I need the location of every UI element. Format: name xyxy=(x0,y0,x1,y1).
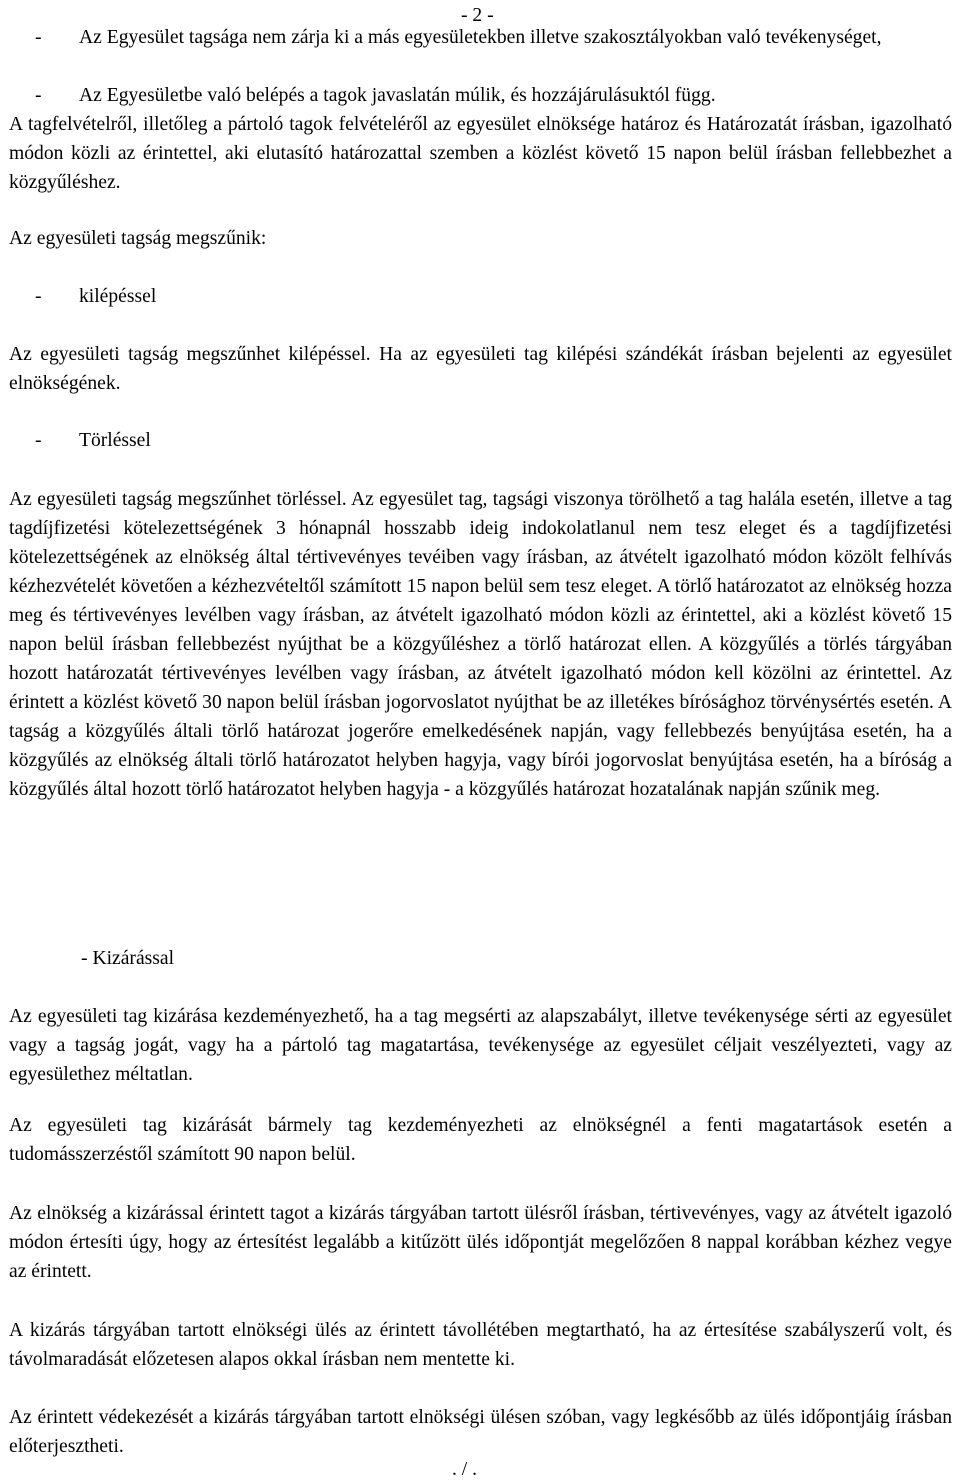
list-item-label: Törléssel xyxy=(79,430,151,451)
list-item-label: Kizárással xyxy=(92,948,175,969)
list-item-text: Az Egyesületbe való belépés a tagok javaslatán múlik, és hozzájárulásuktól függ. xyxy=(79,85,716,106)
paragraph-termination-heading: Az egyesületi tagság megszűnik: xyxy=(9,228,267,249)
intro-list-item-2 xyxy=(35,81,935,110)
list-dash: - xyxy=(35,286,42,307)
paragraph-expulsion-2: Az egyesületi tag kizárását bármely tag kezdeményezheti az elnökségnél a fenti magatartások esetén a tudomásszerzéstől számított 90 napon belül. xyxy=(9,1115,952,1165)
continuation-mark: . / . xyxy=(452,1459,478,1480)
intro-list-item-1 xyxy=(35,23,935,52)
page-number: - 2 - xyxy=(461,5,494,26)
paragraph-expulsion-1: Az egyesületi tag kizárása kezdeményezhető, ha a tag megsérti az alapszabályt, illetve tevékenysége sérti az egyesület vagy a tagság jogát, vagy ha a pártoló tag magatartása, tevékenysége az egyesület céljait veszélyezteti, vagy az egyesülethez méltatlan. xyxy=(9,1006,952,1085)
paragraph-deletion: Az egyesületi tagság megszűnhet törléssel. Az egyesület tag, tagsági viszonya törölhető a tag halála esetén, illetve a tag tagdíjfizetési kötelezettségének 3 hónapnál hosszabb ideig indokolatlanul nem tesz eleget és a tagdíjfizetési kötelezettségének az elnökség által tértivevényes tevéiben vagy írásban, az átvételt igazolható módon közölt felhívás kézhezvételét követően a kézhezvételtől számított 15 napon belül sem tesz eleget. A törlő határozatot az elnökség hozza meg és tértivevényes levélben vagy írásban, az átvételt igazolható módon közli az érintettel, aki a közlést követő 15 napon belül írásban fellebbezést nyújthat be a közgyűléshez a törlő határozat ellen. A közgyűlés a törlés tárgyában hozott határozatát tértivevényes levélben vagy írásban, az átvételt igazolható módon kell közölni az érintettel. Az érintett a közlést követő 30 napon belül írásban jogorvoslatot nyújthat be az illetékes bírósághoz törvénysértés esetén. A tagság a közgyűlés általi törlő határozat jogerőre emelkedésének napján, vagy fellebbezés benyújtása esetén, ha a közgyűlés az elnökség általi törlő határozatot helyben hagyja, vagy bírói jogorvoslat benyújtása esetén, ha a bíróság a közgyűlés által hozott törlő határozatot helyben hagyja - a közgyűlés határozat hozatalának napján szűnik meg. xyxy=(9,489,952,800)
list-item-label: kilépéssel xyxy=(79,286,157,307)
list-dash: - xyxy=(35,430,42,451)
paragraph-expulsion-3: Az elnökség a kizárással érintett tagot a kizárás tárgyában tartott ülésről írásban, tértivevényes, vagy az átvételt igazoló módon értesíti úgy, hogy az értesítést legalább a kitűzött ülés időpontját megelőzően 8 nappal korábban kézhez vegye az érintett. xyxy=(9,1203,952,1282)
paragraph-admission: A tagfelvételről, illetőleg a pártoló tagok felvételéről az egyesület elnöksége határoz és Határozatát írásban, igazolható módon közli az érintettel, aki elutasító határozattal szemben a közlést követő 15 napon belül írásban fellebbezhet a közgyűléshez. xyxy=(9,114,952,193)
list-item-text: Az Egyesület tagsága nem zárja ki a más egyesületekben illetve szakosztályokban való tevékenységet, xyxy=(79,27,882,48)
paragraph-exit: Az egyesületi tagság megszűnhet kilépéssel. Ha az egyesületi tag kilépési szándékát írásban bejelenti az egyesület elnökségének. xyxy=(9,344,952,394)
list-item-expulsion xyxy=(81,944,174,973)
paragraph-expulsion-4: A kizárás tárgyában tartott elnökségi ülés az érintett távollétében megtartható, ha az értesítése szabályszerű volt, és távolmaradását előzetesen alapos okkal írásban nem mentette ki. xyxy=(9,1320,952,1370)
list-dash: - xyxy=(35,27,42,48)
list-dash: - xyxy=(35,85,42,106)
list-item-exit xyxy=(35,282,156,311)
list-item-deletion xyxy=(35,426,151,455)
list-dash: - xyxy=(81,948,88,969)
paragraph-expulsion-5: Az érintett védekezését a kizárás tárgyában tartott elnökségi ülésen szóban, vagy legkésőbb az ülés időpontjáig írásban előterjesztheti. xyxy=(9,1407,952,1457)
